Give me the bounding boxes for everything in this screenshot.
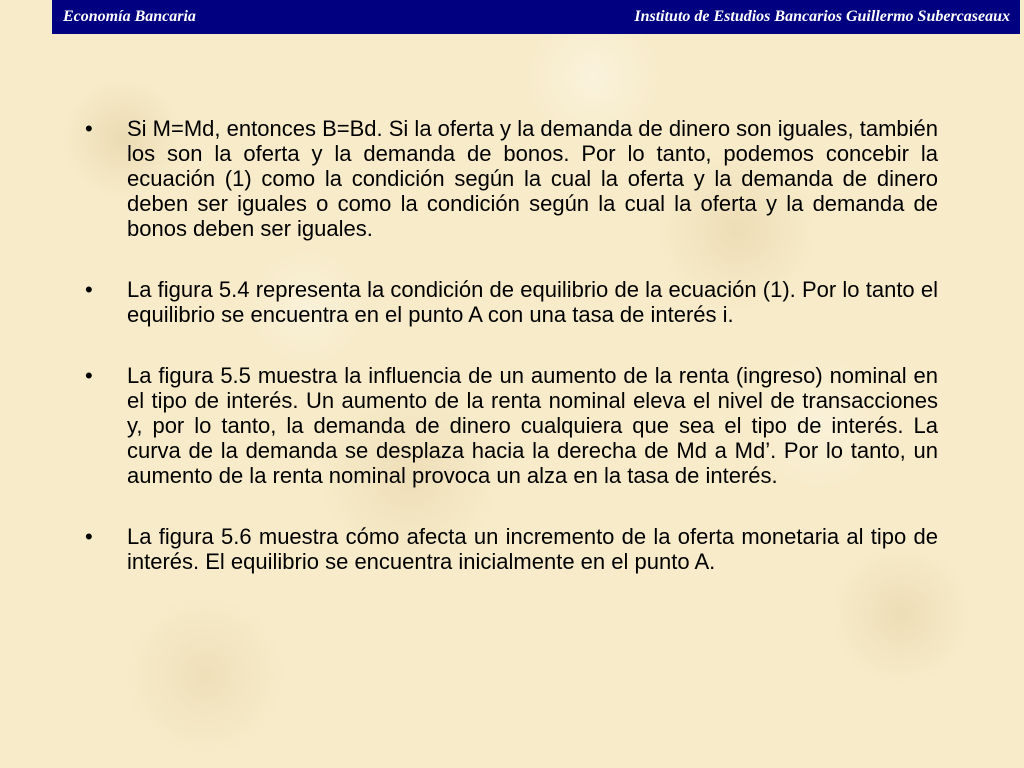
bullet-icon: • [85,363,93,388]
bullet-text: La figura 5.4 representa la condición de equilibrio de la ecuación (1). Por lo tanto el equilibrio se encuentra en el punto A con una tasa de interés i. [127,277,938,327]
bullet-text: Si M=Md, entonces B=Bd. Si la oferta y la demanda de dinero son iguales, también los son la oferta y la demanda de bonos. Por lo tanto, podemos concebir la ecuación (1) como la condición según la cual la oferta y la demanda de dinero deben ser iguales o como la condición según la cual la oferta y la demanda de bonos deben ser iguales. [127,116,938,241]
bullet-icon: • [85,116,93,141]
bullet-icon: • [85,524,93,549]
header-bar [52,0,1020,34]
bullet-icon: • [85,277,93,302]
bullet-item [85,363,938,488]
header-left-title: Economía Bancaria [63,8,196,25]
bullet-item [85,524,938,574]
header-right-title: Instituto de Estudios Bancarios Guillermo Subercaseaux [634,8,1010,25]
bullet-text: La figura 5.5 muestra la influencia de un aumento de la renta (ingreso) nominal en el tipo de interés. Un aumento de la renta nominal eleva el nivel de transacciones y, por lo tanto, la demanda de dinero cualquiera que sea el tipo de interés. La curva de la demanda se desplaza hacia la derecha de Md a Md’. Por lo tanto, un aumento de la renta nominal provoca un alza en la tasa de interés. [127,363,938,488]
bullet-text: La figura 5.6 muestra cómo afecta un incremento de la oferta monetaria al tipo de interés. El equilibrio se encuentra inicialmente en el punto A. [127,524,938,574]
slide-content [85,116,938,610]
bullet-item [85,116,938,241]
bullet-item [85,277,938,327]
